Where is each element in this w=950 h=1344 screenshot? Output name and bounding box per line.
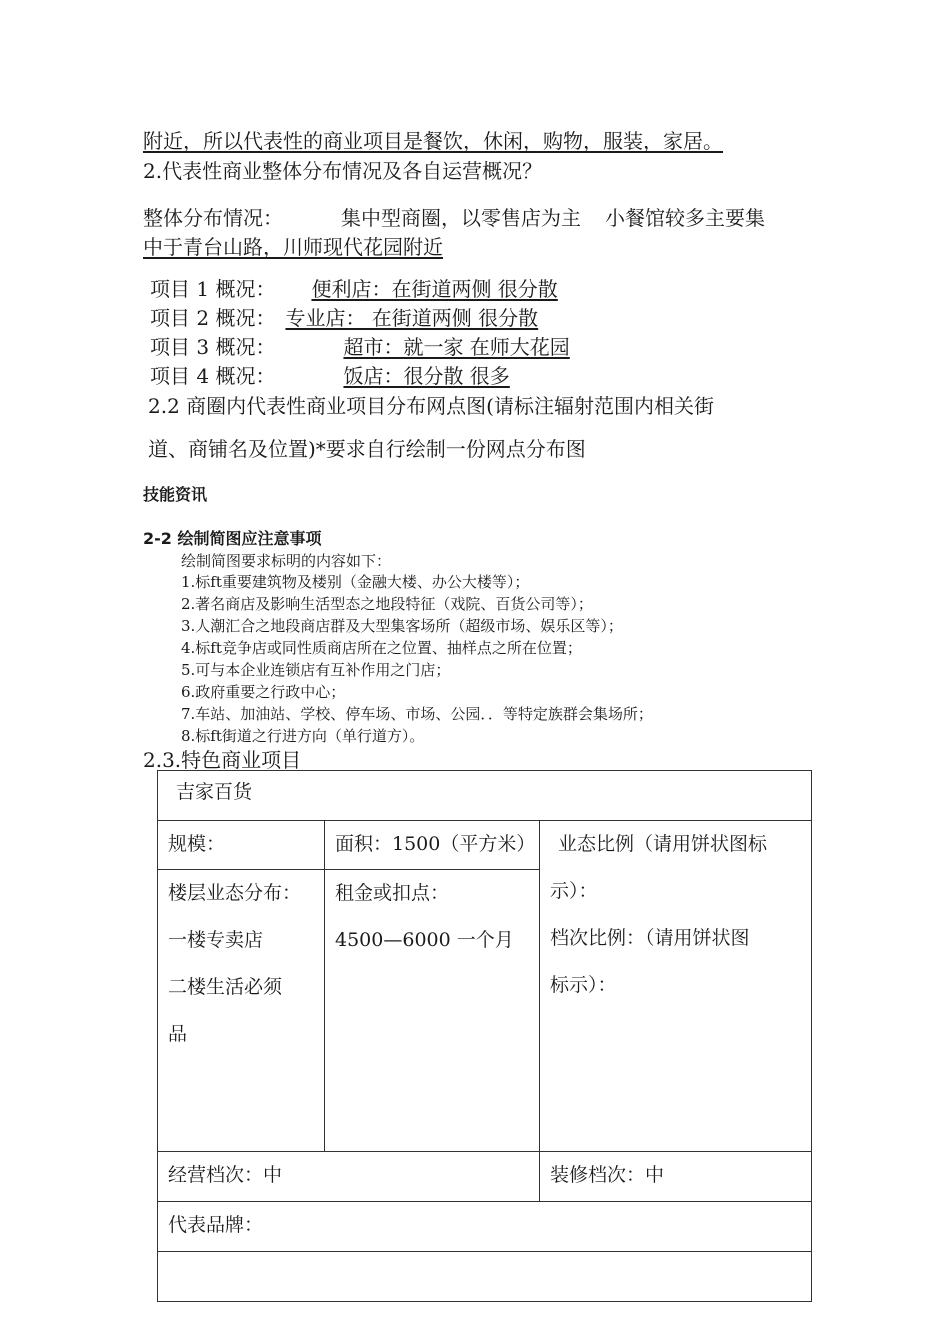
floor-line: 品 <box>168 1023 188 1045</box>
project-3 <box>150 334 570 360</box>
project-label: 项目 2 概况： <box>150 306 276 330</box>
skills-item: 1.标ft重要建筑物及楼别（金融大楼、办公大楼等）； <box>181 573 530 591</box>
decor-grade: 装修档次：中 <box>550 1164 665 1186</box>
skills-item: 2.著名商店及影响生活型态之地段特征（戏院、百货公司等）； <box>181 595 593 613</box>
skills-item: 5.可与本企业连锁店有互补作用之门店； <box>181 661 451 679</box>
skills-item: 8.标ft街道之行进方向（单行道方）。 <box>181 727 425 745</box>
business-grade: 经营档次：中 <box>168 1164 283 1186</box>
floor-label: 楼层业态分布： <box>168 882 302 904</box>
skills-intro: 绘制简图要求标明的内容如下： <box>181 552 392 570</box>
skills-item: 3.人潮汇合之地段商店群及大型集客场所（超级市场、娱乐区等）； <box>181 617 623 635</box>
project-label: 项目 1 概况： <box>150 277 276 301</box>
rent-cell <box>325 870 540 1152</box>
map-instruction-1: 2.2 商圈内代表性商业项目分布网点图(请标注辐射范围内相关街 <box>148 394 714 418</box>
project-value: 专业店： 在街道两侧 很分散 <box>285 306 539 330</box>
floor-line: 二楼生活必须 <box>168 976 283 998</box>
decor-grade-cell <box>540 1152 812 1202</box>
business-grade-cell <box>158 1152 540 1202</box>
format-ratio-line-2: 示）： <box>550 880 598 902</box>
skills-item: 7.车站、加油站、学校、停车场、市场、公园．．等特定族群会集场所； <box>181 705 653 723</box>
floor-line: 一楼专卖店 <box>168 929 264 951</box>
grade-ratio-line-1: 档次比例：（请用饼状图 <box>550 927 750 949</box>
area-cell <box>325 821 540 870</box>
skills-item: 4.标ft竞争店或同性质商店所在之位置、抽样点之所在位置； <box>181 639 582 657</box>
overall-distribution <box>143 205 765 231</box>
format-ratio-line-1: 业态比例（请用饼状图标 <box>558 833 768 855</box>
grade-ratio-line-2: 标示）： <box>550 974 617 996</box>
overall-label: 整体分布情况： <box>143 206 283 230</box>
rent-label: 租金或扣点： <box>335 882 450 904</box>
project-4 <box>150 363 510 389</box>
question-2: 2.代表性商业整体分布情况及各自运营概况？ <box>143 159 543 183</box>
project-value: 饭店：很分散 很多 <box>343 364 510 388</box>
map-instruction-2: 道、商铺名及位置)*要求自行绘制一份网点分布图 <box>148 437 586 461</box>
scale-cell <box>158 821 325 870</box>
project-value: 超市：就一家 在师大花园 <box>343 335 570 359</box>
skills-heading: 技能资讯 <box>143 485 208 504</box>
project-value: 便利店：在街道两侧 很分散 <box>311 277 558 301</box>
skills-subheading: 2-2 绘制简图应注意事项 <box>143 529 322 548</box>
overall-line-2: 中于青台山路，川师现代花园附近 <box>143 235 443 259</box>
section-title: 2.3.特色商业项目 <box>143 748 302 772</box>
intro-line: 附近，所以代表性的商业项目是餐饮，休闲，购物，服装，家居。 <box>143 129 723 153</box>
overall-text: 集中型商圈，以零售店为主 <box>341 206 581 230</box>
project-name: 吉家百货 <box>176 781 253 803</box>
project-label: 项目 3 概况： <box>150 335 276 359</box>
empty-cell <box>158 1252 812 1302</box>
floor-distribution-cell <box>158 870 325 1152</box>
feature-project-table <box>157 770 812 1302</box>
rent-value: 4500—6000 一个月 <box>335 929 514 951</box>
ratio-cell <box>540 821 812 1152</box>
project-label: 项目 4 概况： <box>150 364 276 388</box>
project-2 <box>150 305 538 331</box>
project-name-cell <box>158 771 812 821</box>
project-1 <box>150 276 558 302</box>
skills-item: 6.政府重要之行政中心； <box>181 683 346 701</box>
area-value: 面积：1500（平方米） <box>335 833 536 855</box>
brand-label: 代表品牌： <box>168 1214 264 1236</box>
overall-text-2: 小餐馆较多主要集 <box>605 206 765 230</box>
scale-label: 规模： <box>168 833 226 855</box>
brand-cell <box>158 1202 812 1252</box>
